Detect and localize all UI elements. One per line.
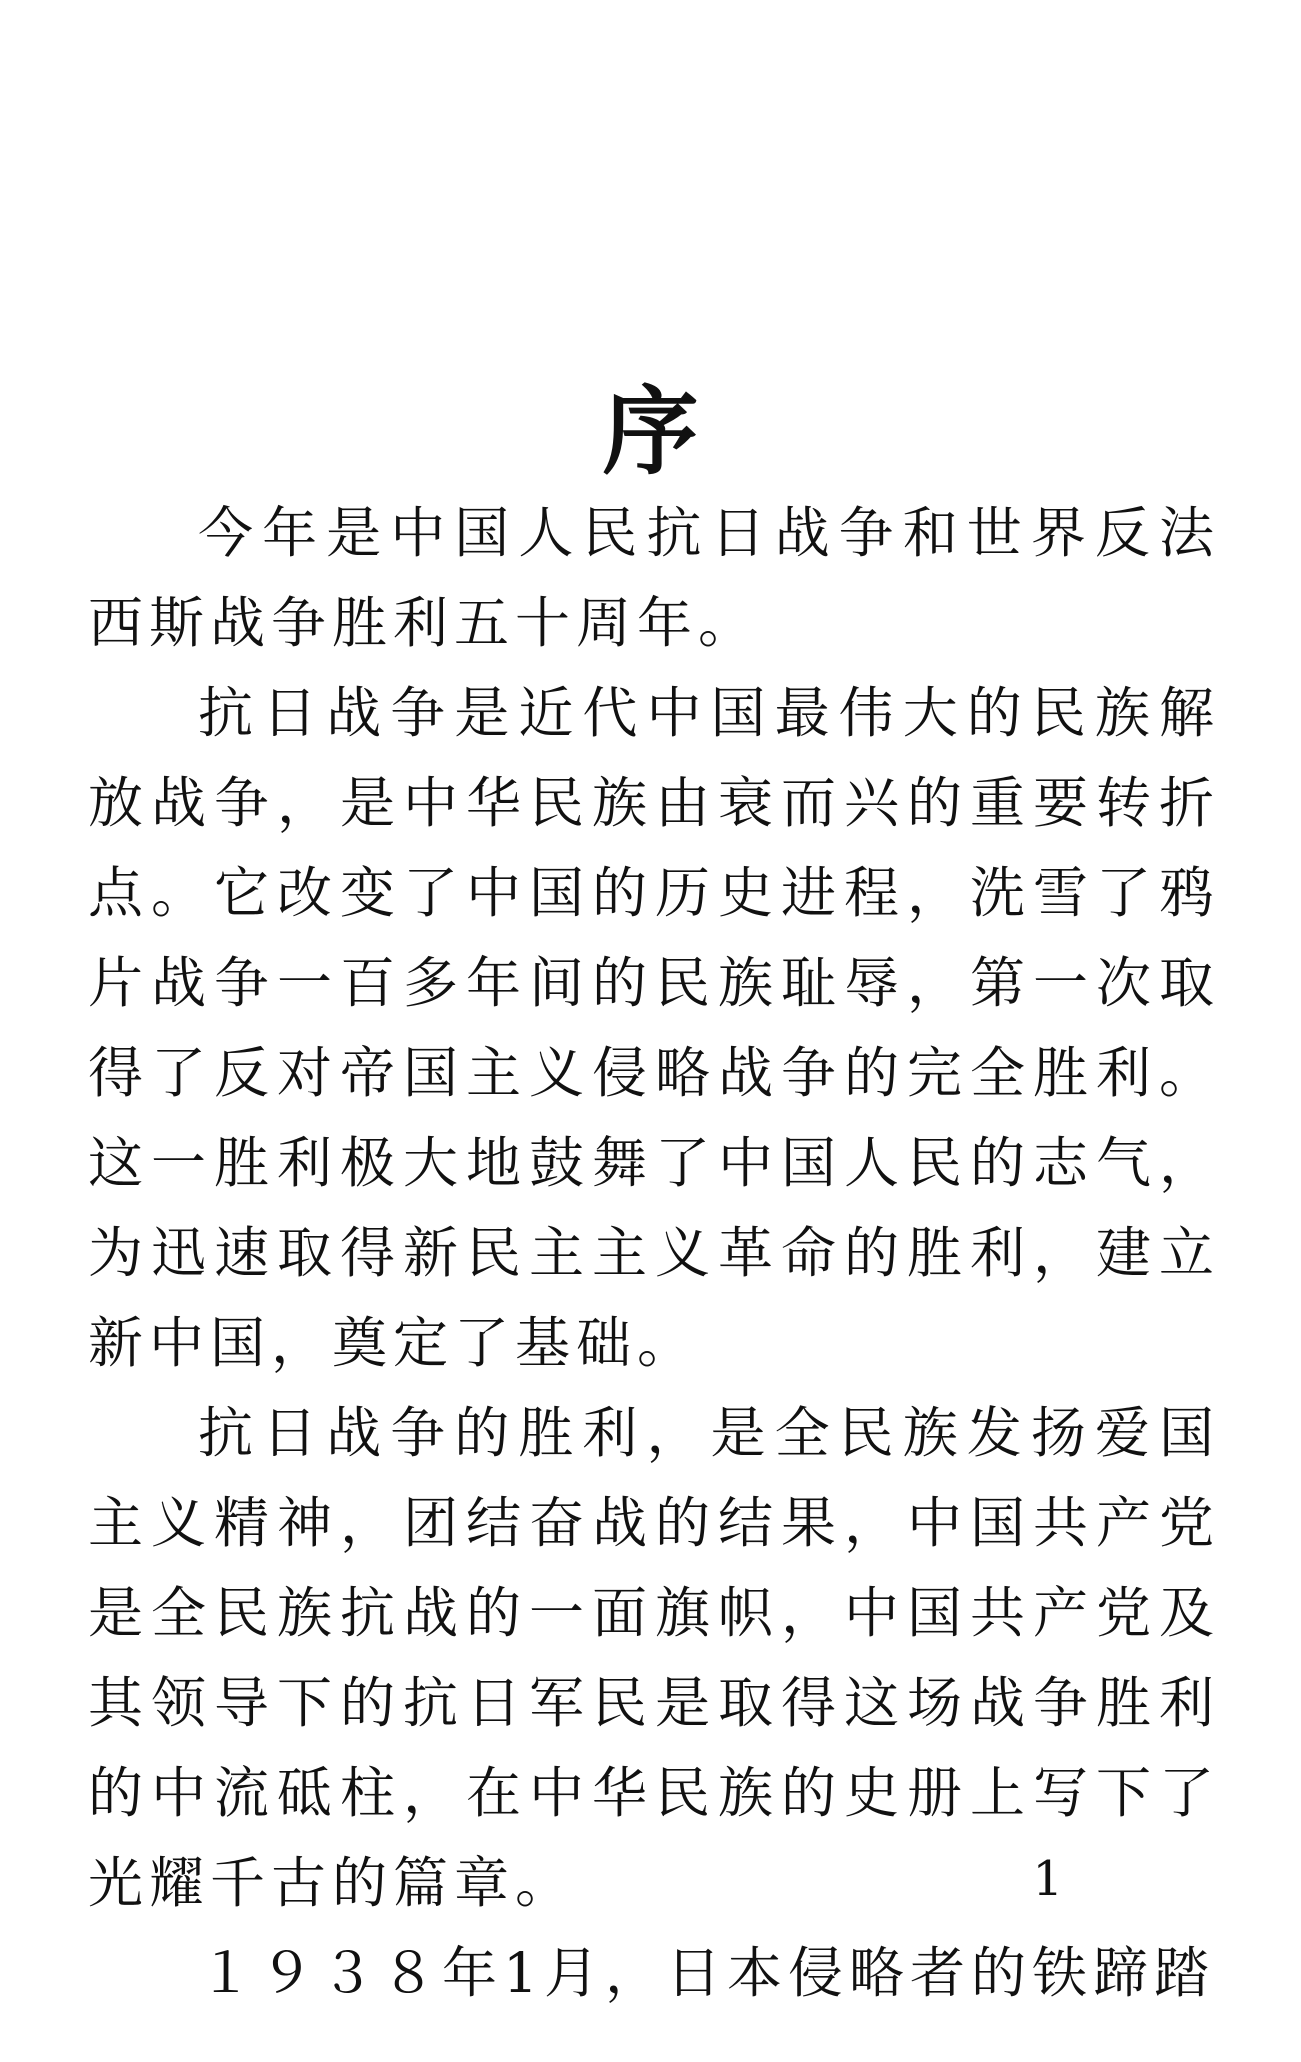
page-number: 1 xyxy=(1032,1851,1063,1907)
paragraph-3: 抗日战争的胜利，是全民族发扬爱国主义精神，团结奋战的结果，中国共产党是全民族抗战的一面旗帜，中国共产党及其领导下的抗日军民是取得这场战争胜利的中流砥柱，在中华民族的史册上写下了光耀千古的篇章。 xyxy=(88,1401,1220,1915)
paragraph-2: 抗日战争是近代中国最伟大的民族解放战争，是中华民族由衰而兴的重要转折点。它改变了中国的历史进程，洗雪了鸦片战争一百多年间的民族耻辱，第一次取得了反对帝国主义侵略战争的完全胜利。这一胜利极大地鼓舞了中国人民的志气，为迅速取得新民主主义革命的胜利，建立新中国，奠定了基础。 xyxy=(88,681,1220,1375)
body-text xyxy=(88,488,1220,2018)
paragraph-1: 今年是中国人民抗日战争和世界反法西斯战争胜利五十周年。 xyxy=(88,501,1220,655)
preface-title: 序 xyxy=(602,375,699,489)
paragraph-4: １９３８年1月，日本侵略者的铁蹄踏 xyxy=(198,1941,1215,2005)
